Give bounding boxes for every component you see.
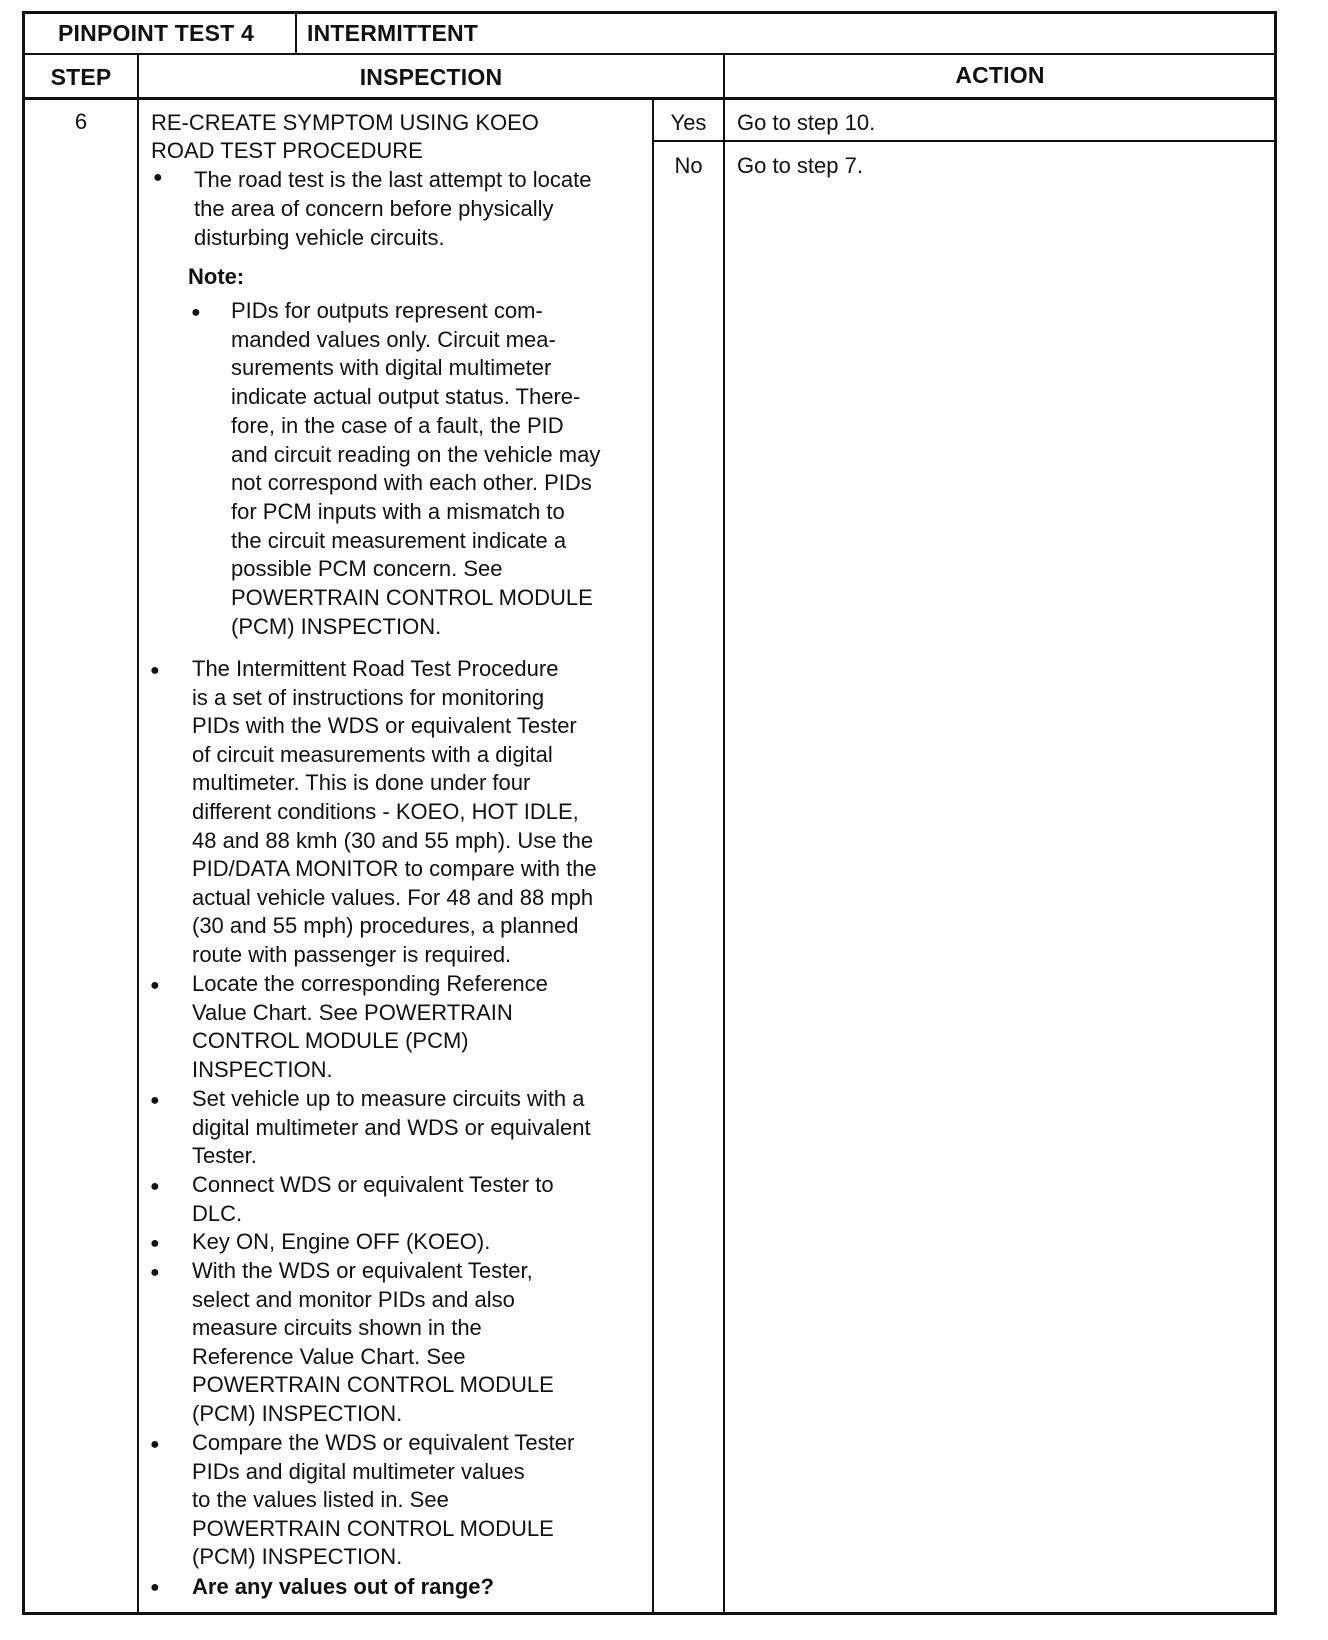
bullet-icon: ● xyxy=(150,977,160,994)
answer-yes: Yes xyxy=(670,110,707,135)
header-row-bottom xyxy=(22,97,1277,100)
procedure-step-6: With the WDS or equivalent Tester, select and monitor PIDs and also measure circuits shown in the Reference Value Chart. See POWERTRAIN CONTROL MODULE (PCM) INSPECTION. xyxy=(192,1258,554,1426)
inspection-title-line1: RE-CREATE SYMPTOM USING KOEO xyxy=(151,110,539,135)
action-yes: Go to step 10. xyxy=(737,110,876,135)
note-label: Note: xyxy=(188,264,245,289)
bullet-icon: ● xyxy=(150,1436,160,1453)
decision-question: Are any values out of range? xyxy=(192,1574,494,1599)
table-border-right xyxy=(1274,11,1277,53)
procedure-step-1: The Intermittent Road Test Procedure is a set of instructions for monitoring PIDs with the WDS or equivalent Tester of circuit measurements with a digital multimeter. This is done under four different conditions - KOEO, HOT IDLE, 48 and 88 kmh (30 and 55 mph). Use the PID/DATA MONITOR to compare with the actual vehicle values. For 48 and 88 mph (30 and 55 mph) procedures, a planned route with passenger is required. xyxy=(192,656,597,967)
bullet-icon: ● xyxy=(191,304,201,321)
procedure-step-2: Locate the corresponding Reference Value Chart. See POWERTRAIN CONTROL MODULE (PCM) INSPECTION. xyxy=(192,971,548,1082)
column-header-step: STEP xyxy=(50,64,112,90)
bullet-icon: ● xyxy=(153,169,163,186)
table-border-right-lower xyxy=(1274,53,1277,1615)
procedure-step-7: Compare the WDS or equivalent Tester PIDs and digital multimeter values to the values listed in. See POWERTRAIN CONTROL MODULE (PCM) INSPECTION. xyxy=(192,1430,575,1570)
step-number: 6 xyxy=(74,109,88,134)
title-row-bottom xyxy=(22,53,1277,55)
column-header-action: ACTION xyxy=(955,62,1045,88)
yes-row-bottom xyxy=(652,140,1277,142)
inspection-title-line2: ROAD TEST PROCEDURE xyxy=(151,138,423,163)
note-text: PIDs for outputs represent com- manded values only. Circuit mea- surements with digital multimeter indicate actual output status. There- fore, in the case of a fault, the PID and circuit reading on the vehicle may not correspond with each other. PIDs for PCM inputs with a mismatch to the circuit measurement indicate a possible PCM concern. See POWERTRAIN CONTROL MODULE (PCM) INSPECTION. xyxy=(231,298,601,639)
title-divider xyxy=(295,11,297,54)
procedure-step-4: Connect WDS or equivalent Tester to DLC. xyxy=(192,1172,554,1226)
table-border-top xyxy=(22,11,1277,14)
answer-col-divider xyxy=(652,99,654,1615)
bullet-icon: ● xyxy=(150,1264,160,1281)
bullet-icon: ● xyxy=(150,1579,160,1596)
procedure-step-3: Set vehicle up to measure circuits with a digital multimeter and WDS or equivalent Tester. xyxy=(192,1086,591,1169)
intro-bullet-text: The road test is the last attempt to locate the area of concern before physically disturbing vehicle circuits. xyxy=(194,167,592,250)
action-col-divider xyxy=(723,53,725,1615)
table-border-bottom xyxy=(22,1612,1277,1615)
procedure-step-5: Key ON, Engine OFF (KOEO). xyxy=(192,1229,491,1254)
bullet-icon: ● xyxy=(150,1178,160,1195)
column-header-inspection: INSPECTION xyxy=(359,64,503,90)
action-no: Go to step 7. xyxy=(737,153,863,178)
bullet-icon: ● xyxy=(150,1235,160,1252)
bullet-icon: ● xyxy=(150,1092,160,1109)
table-border-left xyxy=(22,11,25,1615)
answer-no: No xyxy=(674,153,703,178)
test-name: INTERMITTENT xyxy=(307,20,479,46)
test-label: PINPOINT TEST 4 xyxy=(58,20,254,46)
step-col-divider xyxy=(137,53,139,1615)
bullet-icon: ● xyxy=(150,662,160,679)
